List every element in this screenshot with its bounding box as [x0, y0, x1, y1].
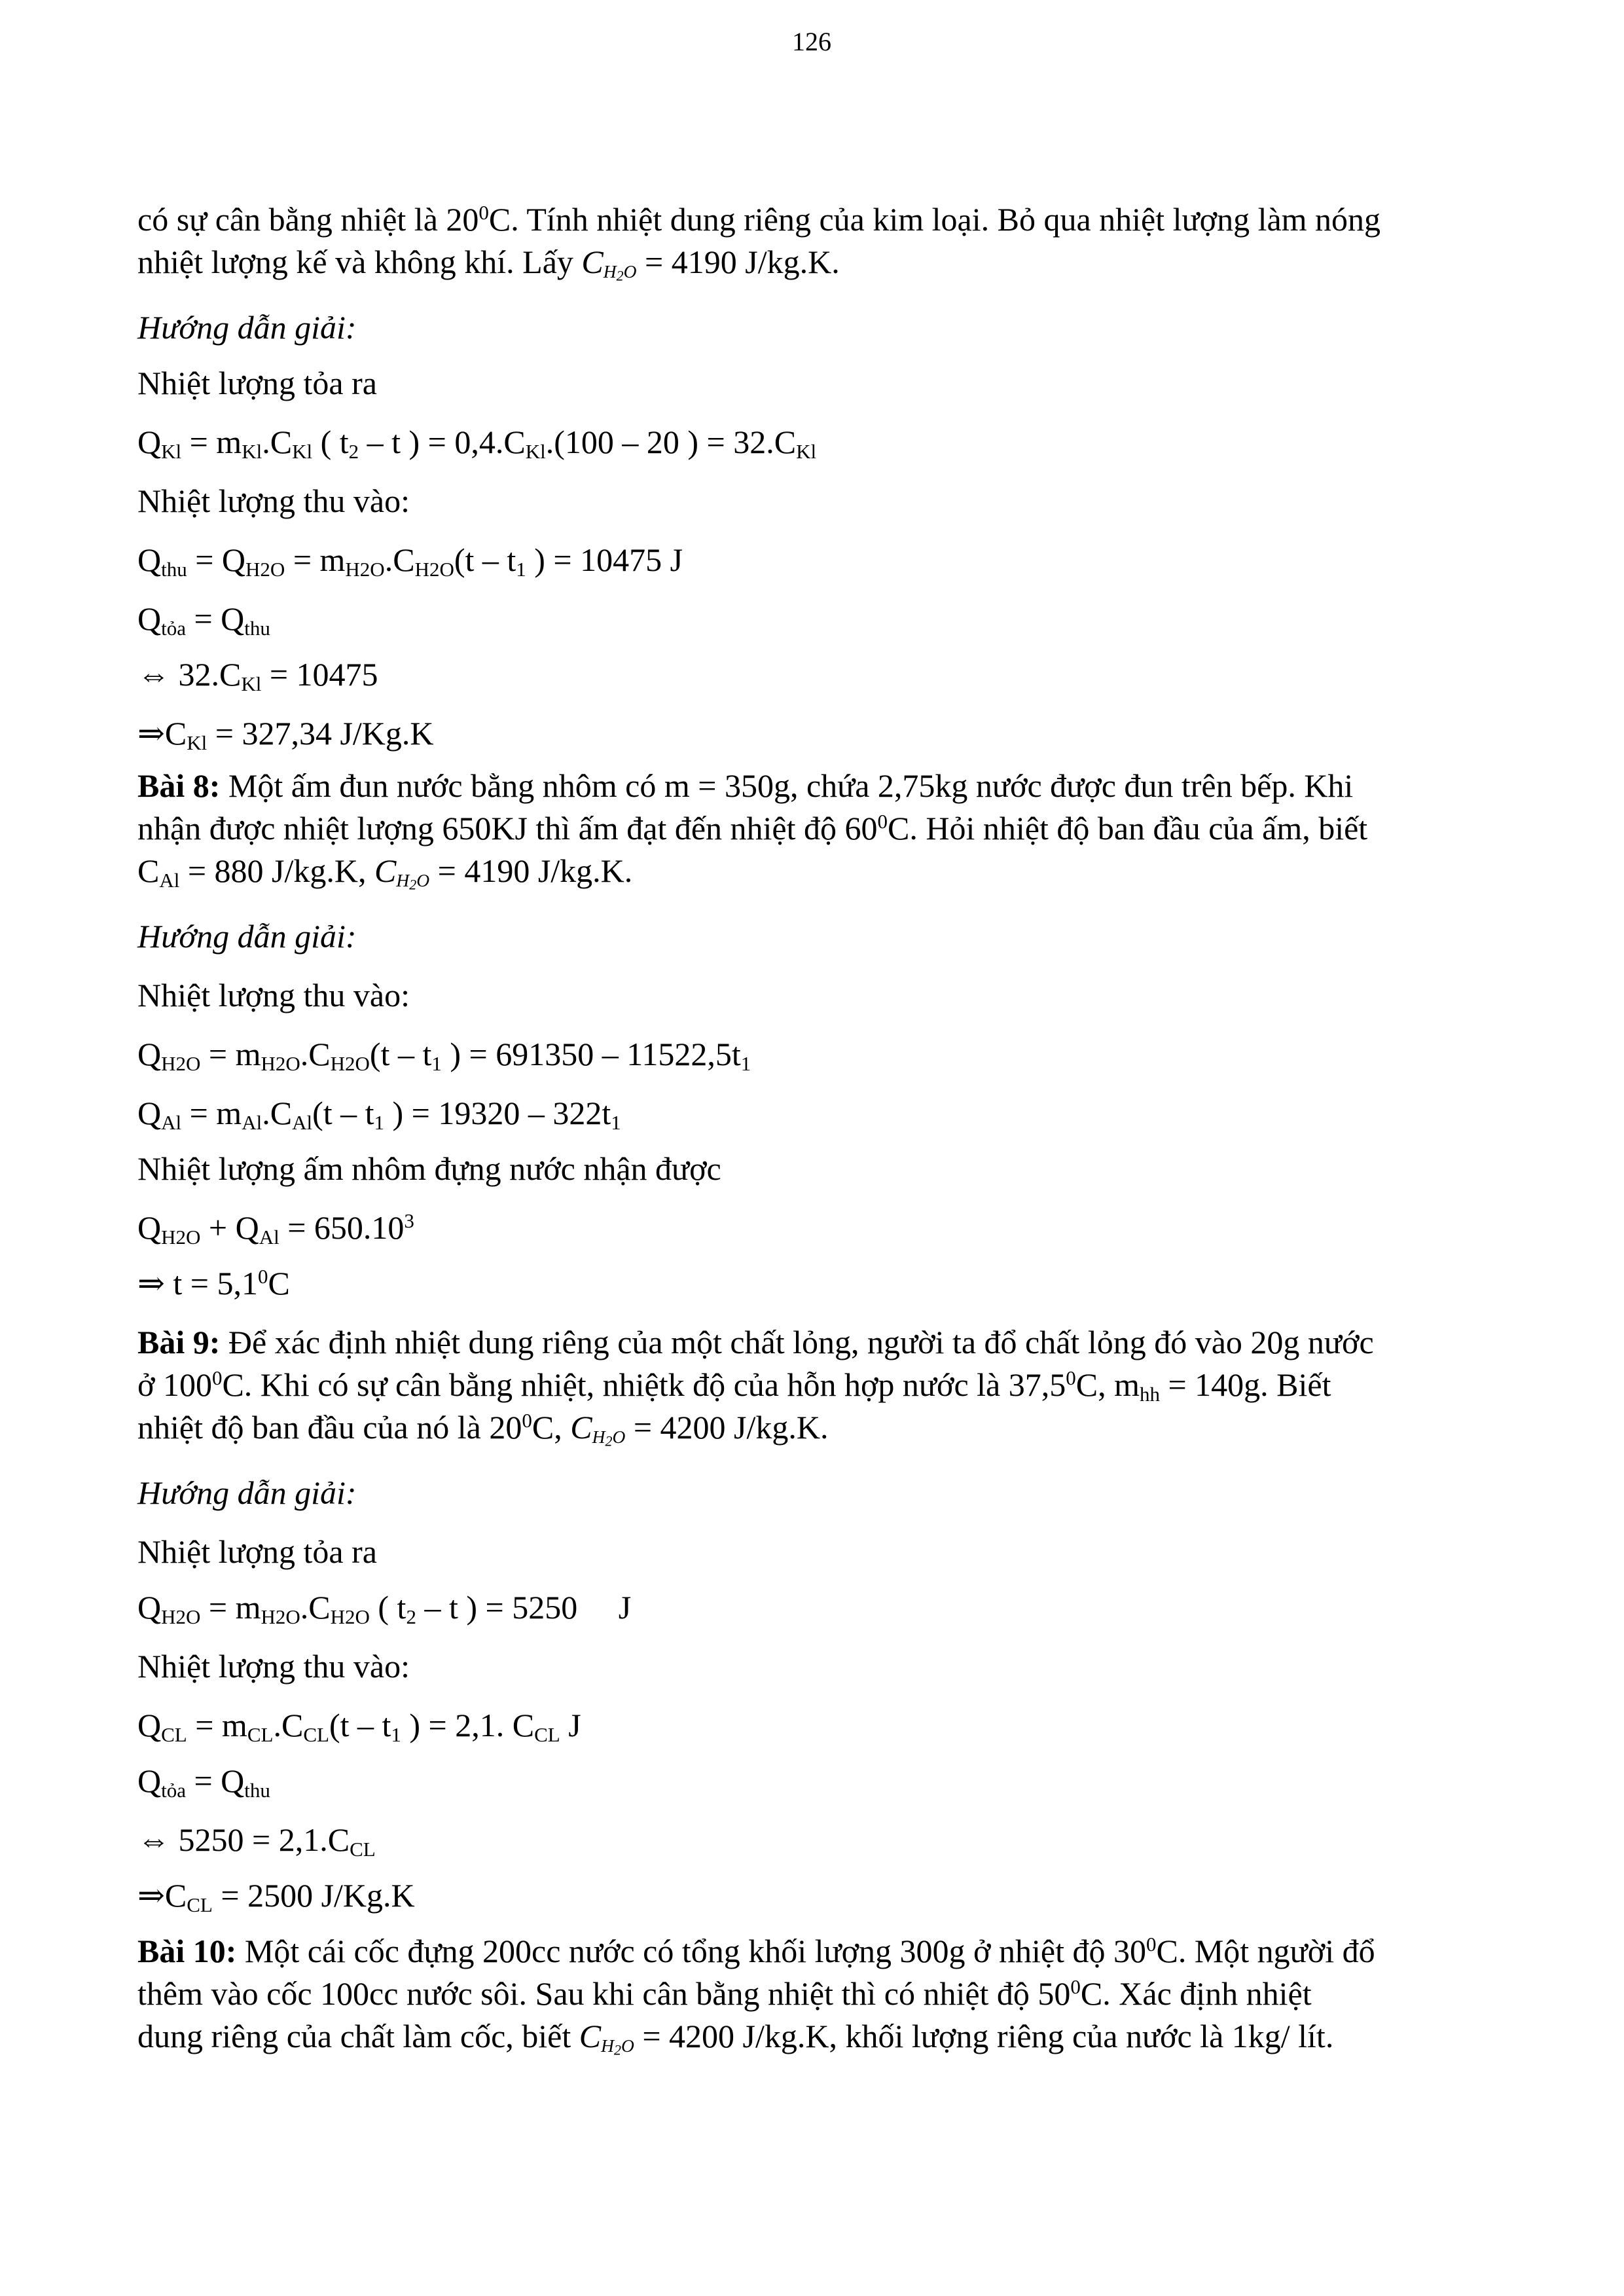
equation-line: $\Rightarrow C_{Kl} = 327,34$ J/Kg.K [137, 715, 434, 754]
equation-line: $Q_{H2O} + Q_{Al} = 650.10^3$ [137, 1209, 414, 1248]
equation-line: $Q_{Al} = m_{Al}.C_{Al}(t - t_1$ ) = $19320 - 322t_1$ [137, 1095, 621, 1134]
exercise-line: ở $100^0C$. Khi có sự cân bằng nhiệt, nhiệtk độ của hỗn hợp nước là 37,5$^0$C, $m_{hh} = 140g$. Biết [137, 1366, 1331, 1406]
equation-line: ⇔ $32.C_{Kl} = 10475$ [137, 656, 378, 695]
text-line: nhiệt lượng kế và không khí. Lấy $C_{H_2O} = 4190$ J/kg.K. [137, 244, 840, 284]
exercise-line: Bài 9: Để xác định nhiệt dung riêng của một chất lỏng, người ta đổ chất lỏng đó vào 20g nước [137, 1324, 1374, 1360]
equation-line: $Q_{thu} = Q_{H2O} = m_{H2O}.C_{H2O}(t - t_1$ ) = 10475 J [137, 541, 683, 581]
section-heading: Hướng dẫn giải: [137, 1474, 357, 1511]
equation-line: $Q_{H2O} = m_{H2O}.C_{H2O}(t - t_1$ ) = $691350 - 11522,5t_1$ [137, 1036, 751, 1075]
exercise-line: dung riêng của chất làm cốc, biết $C_{H_2O} = 4200$ J/kg.K, khối lượng riêng của nước là 1kg/ lít. [137, 2018, 1334, 2058]
exercise-line: Bài 10: Một cái cốc đựng 200cc nước có tổng khối lượng 300g ở nhiệt độ $30^0C$. Một người đổ [137, 1932, 1375, 1969]
equation-line: $\Rightarrow C_{CL} = 2500$ J/Kg.K [137, 1877, 415, 1916]
exercise-line: Bài 8: Một ấm đun nước bằng nhôm có m = 350g, chứa 2,75kg nước được đun trên bếp. Khi [137, 767, 1354, 804]
equation-line: $Q_{Kl} = m_{Kl}.C_{Kl}$ ( $t_2$ – t ) = $0,4.C_{Kl}.(100 - 20$ ) = $32.C_{Kl}$ [137, 424, 817, 463]
text-line: Nhiệt lượng tỏa ra [137, 1533, 377, 1570]
exercise-line: $C_{Al} = 880$ J/kg.K, $C_{H_2O} = 4190$ J/kg.K. [137, 852, 633, 893]
section-heading: Hướng dẫn giải: [137, 309, 357, 346]
equation-line: ⇒ $t = 5,1^0C$ [137, 1264, 290, 1302]
exercise-line: nhận được nhiệt lượng 650KJ thì ấm đạt đến nhiệt độ $60^0C$. Hỏi nhiệt độ ban đầu của ấm, biết [137, 809, 1368, 847]
exercise-line: nhiệt độ ban đầu của nó là $20^0C$, $C_{H_2O} = 4200$ J/kg.K. [137, 1408, 829, 1449]
equation-line: ⇔ $5250 = 2,1.C_{CL}$ [137, 1821, 376, 1861]
exercise-line: thêm vào cốc 100cc nước sôi. Sau khi cân bằng nhiệt thì có nhiệt độ $50^0C$. Xác định nhiệt [137, 1975, 1312, 2012]
text-line: Nhiệt lượng tỏa ra [137, 365, 377, 401]
text-line: Nhiệt lượng thu vào: [137, 977, 410, 1013]
section-heading: Hướng dẫn giải: [137, 918, 357, 955]
text-line: Nhiệt lượng ấm nhôm đựng nước nhận được [137, 1150, 721, 1187]
equation-line: $Q_{CL} = m_{CL}.C_{CL}(t - t_1$ ) = 2,1. $C_{CL}$ J [137, 1707, 581, 1746]
text-line: Nhiệt lượng thu vào: [137, 483, 410, 519]
text-line: có sự cân bằng nhiệt là $20^0C$. Tính nhiệt dung riêng của kim loại. Bỏ qua nhiệt lượng làm nóng [137, 200, 1381, 238]
text-line: Nhiệt lượng thu vào: [137, 1648, 410, 1685]
page-number: 126 [792, 27, 831, 56]
equation-line: $Q_{tỏa} = Q_{thu}$ [137, 1762, 270, 1802]
equation-line: $Q_{tỏa} = Q_{thu}$ [137, 600, 270, 640]
equation-line: $Q_{H2O} = m_{H2O}.C_{H2O}$ ( $t_2$ – t ) = 5250 J [137, 1589, 632, 1628]
